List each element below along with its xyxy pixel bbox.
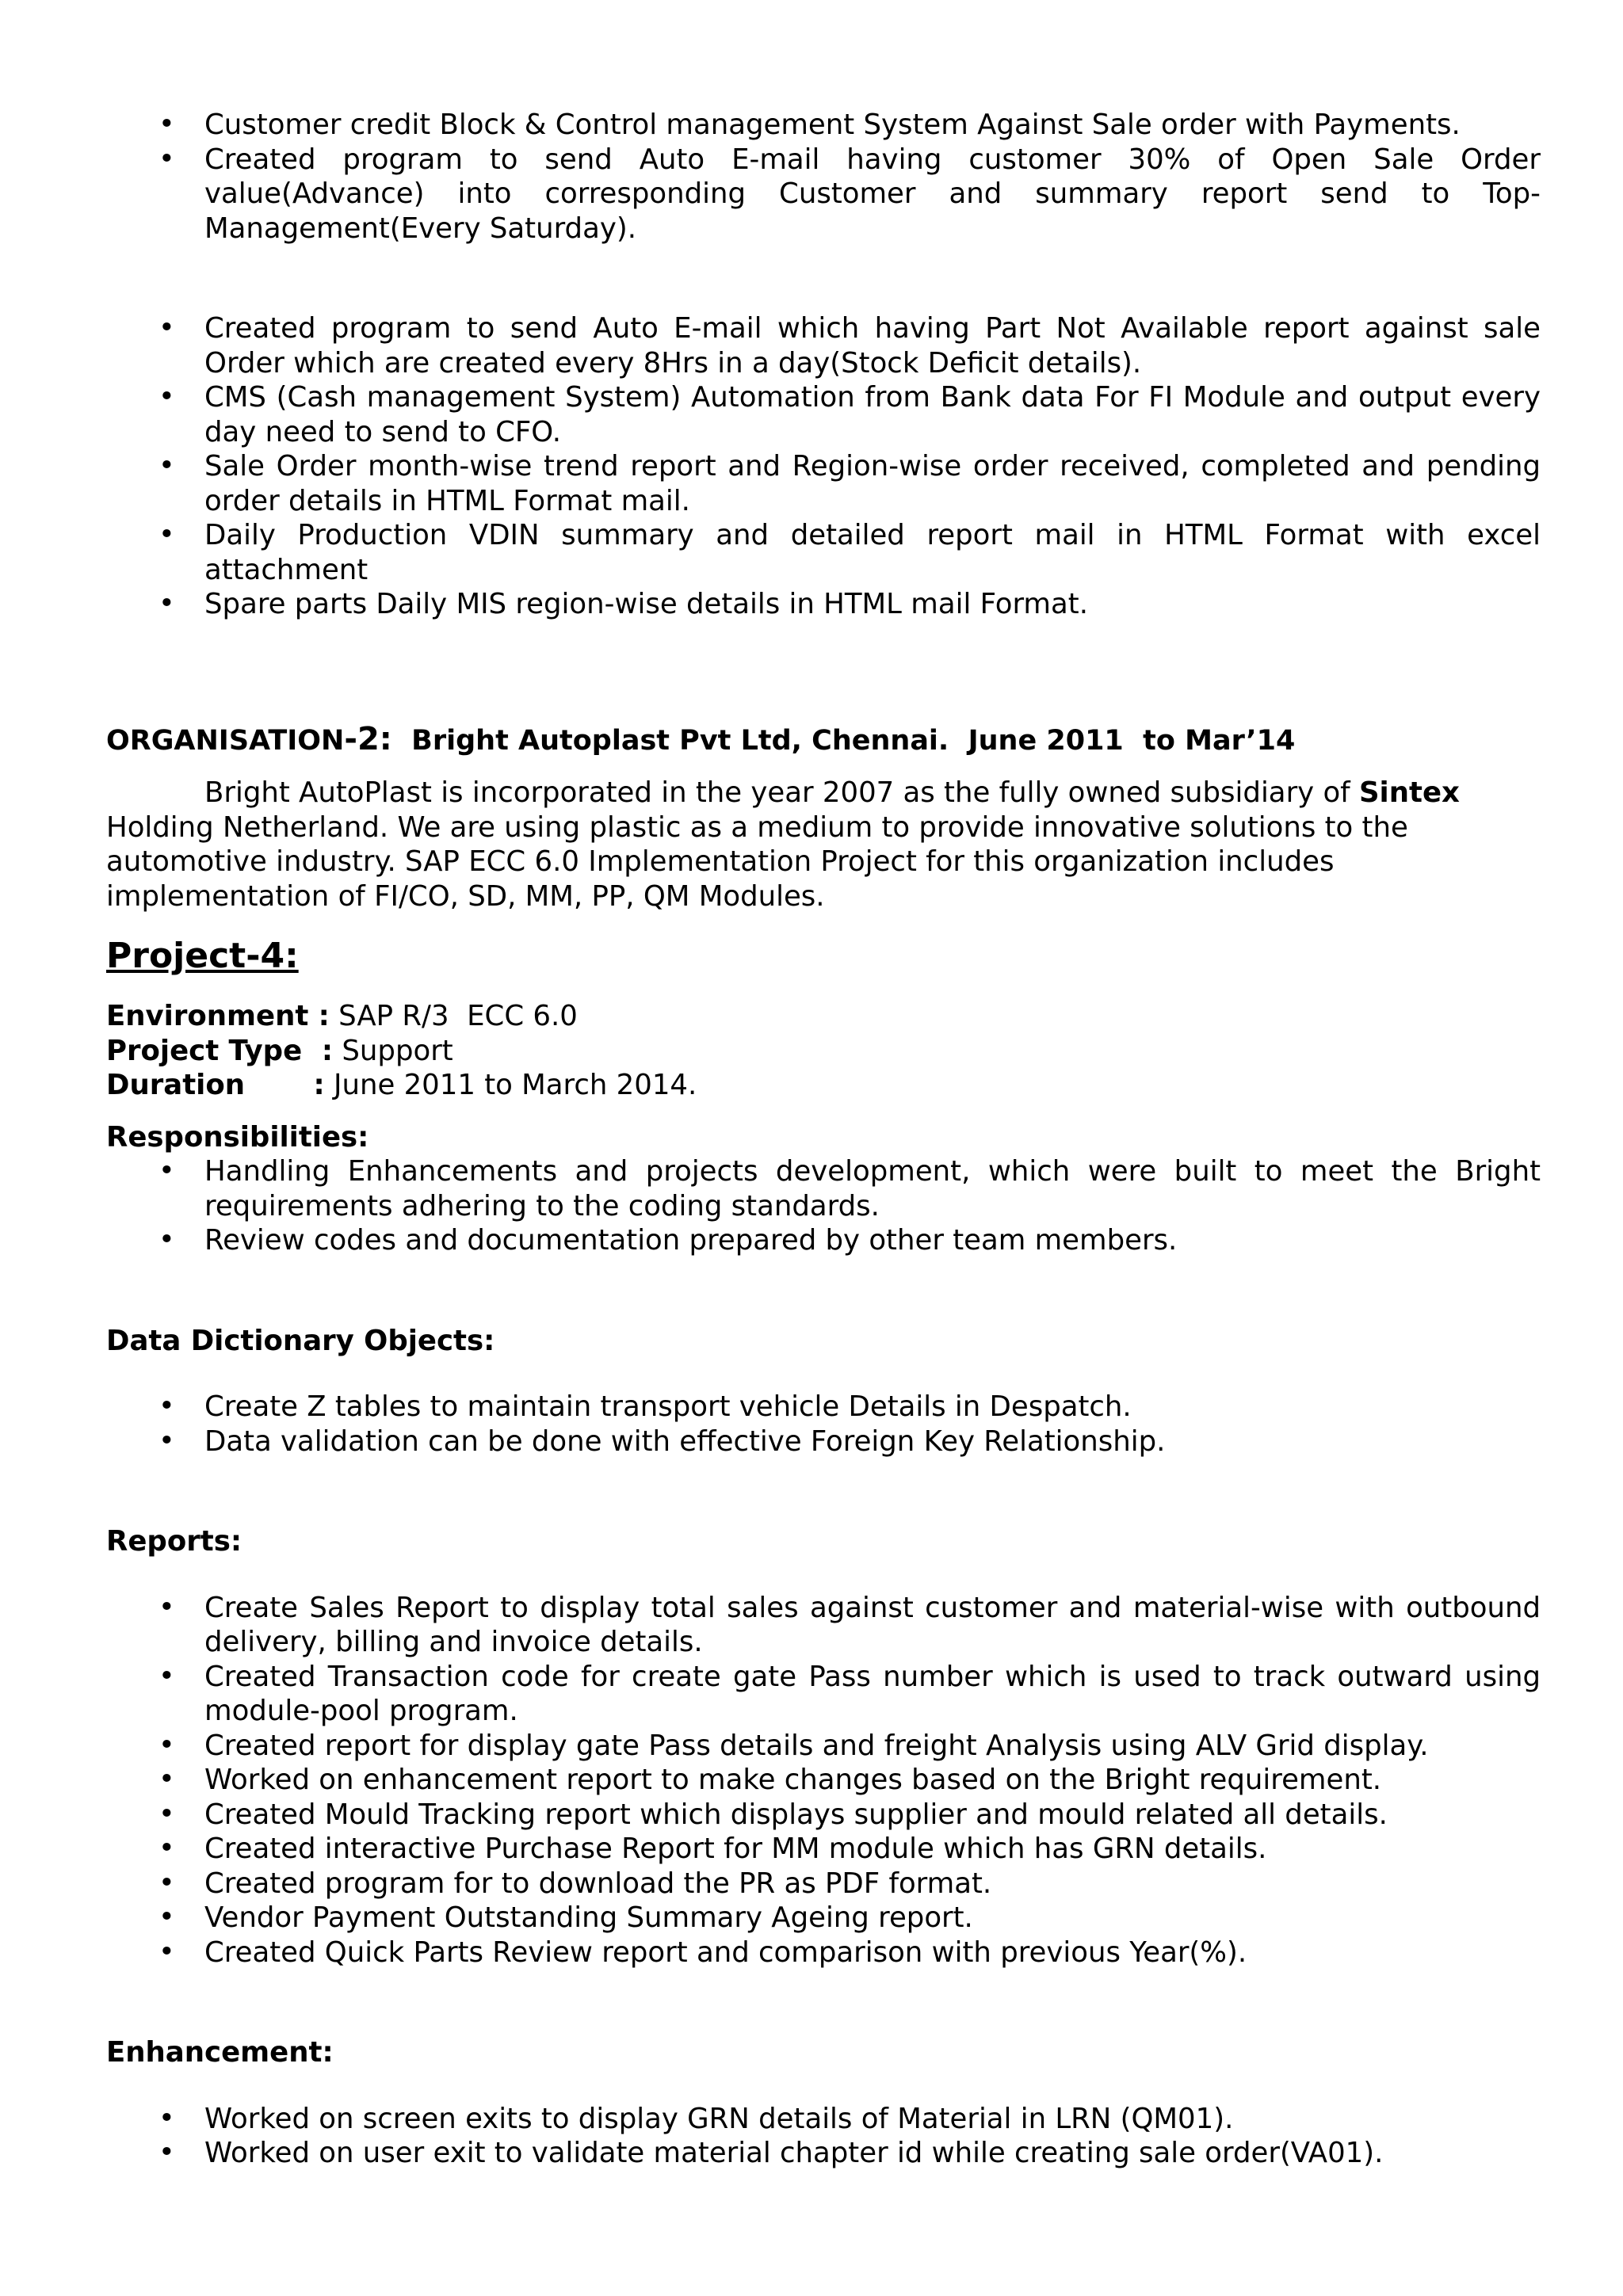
list-item: • Create Sales Report to display total sales against customer and material-wise with outbound delivery, billing and invoice details. (106, 1591, 1541, 1660)
list-item: • Spare parts Daily MIS region-wise details in HTML mail Format. (106, 587, 1541, 622)
description-text: Holding Netherland. We are using plastic as a medium to provide innovative solutions to the automotive industry. SAP ECC 6.0 Implementation Project for this organization includes implementation of FI/CO, SD, MM, PP, QM Modules. (106, 810, 1408, 913)
environment-value: SAP R/3 ECC 6.0 (329, 1000, 578, 1032)
list-item: • Create Z tables to maintain transport vehicle Details in Despatch. (106, 1390, 1541, 1425)
section-heading-reports: Reports: (106, 1525, 242, 1558)
duration-row (106, 1068, 1541, 1103)
list-item: • Sale Order month-wise trend report and Region-wise order received, completed and pending order details in HTML Format mail. (106, 449, 1541, 518)
list-item: • Vendor Payment Outstanding Summary Ageing report. (106, 1901, 1541, 1936)
responsibilities-list (106, 1154, 1541, 1258)
list-item: • Created Mould Tracking report which displays supplier and mould related all details. (106, 1798, 1541, 1833)
list-item: • Created interactive Purchase Report for MM module which has GRN details. (106, 1832, 1541, 1867)
duration-label: Duration : (106, 1069, 325, 1101)
list-item: • Handling Enhancements and projects development, which were built to meet the Bright requirements adhering to the coding standards. (106, 1154, 1541, 1223)
section-heading-enhancement: Enhancement: (106, 2036, 334, 2069)
description-text: Bright AutoPlast is incorporated in the year 2007 as the fully owned subsidiary of (204, 776, 1359, 809)
description-bold: Sintex (1358, 776, 1460, 809)
bullet-list-top (106, 108, 1541, 246)
list-item: • Created Transaction code for create gate Pass number which is used to track outward using module-pool program. (106, 1660, 1541, 1729)
project-title: Project-4: (106, 936, 299, 976)
environment-label: Environment : (106, 1000, 330, 1032)
organisation-prefix: ORGANISATION (106, 724, 345, 757)
list-item: • Worked on user exit to validate material chapter id while creating sale order(VA01). (106, 2136, 1541, 2171)
organisation-heading (106, 720, 1541, 759)
list-item: • Data validation can be done with effective Foreign Key Relationship. (106, 1425, 1541, 1459)
environment-row (106, 999, 1541, 1034)
project-type-value: Support (333, 1034, 453, 1067)
enhancement-list (106, 2102, 1541, 2171)
list-item: • Created Quick Parts Review report and comparison with previous Year(%). (106, 1936, 1541, 1970)
duration-value: June 2011 to March 2014. (324, 1069, 697, 1101)
list-item: • Created report for display gate Pass details and freight Analysis using ALV Grid display. (106, 1729, 1541, 1764)
project-type-label: Project Type : (106, 1034, 334, 1067)
list-item: • Created program to send Auto E-mail having customer 30% of Open Sale Order value(Advance) into corresponding Customer and summary report send to Top-Management(Every Saturday). (106, 143, 1541, 246)
list-item: • Worked on screen exits to display GRN details of Material in LRN (QM01). (106, 2102, 1541, 2137)
section-heading-data-dictionary: Data Dictionary Objects: (106, 1324, 495, 1357)
reports-list (106, 1591, 1541, 1970)
list-item: • Created program to send Auto E-mail which having Part Not Available report against sale Order which are created every 8Hrs in a day(Stock Deficit details). (106, 311, 1541, 380)
data-dictionary-list (106, 1390, 1541, 1459)
project-type-row (106, 1034, 1541, 1069)
organisation-description (106, 776, 1541, 913)
list-item: • Review codes and documentation prepared by other team members. (106, 1223, 1541, 1258)
project-details (106, 999, 1541, 1103)
list-item: • Customer credit Block & Control management System Against Sale order with Payments. (106, 108, 1541, 143)
resume-page (106, 108, 1541, 2171)
organisation-details: Bright Autoplast Pvt Ltd, Chennai. June 2011 to Mar’14 (391, 724, 1296, 757)
organisation-number: -2: (344, 720, 392, 757)
list-item: • Worked on enhancement report to make changes based on the Bright requirement. (106, 1763, 1541, 1798)
section-heading-responsibilities: Responsibilities: (106, 1120, 369, 1154)
bullet-list-mid (106, 311, 1541, 622)
list-item: • Daily Production VDIN summary and detailed report mail in HTML Format with excel attachment (106, 518, 1541, 587)
list-item: • CMS (Cash management System) Automation from Bank data For FI Module and output every day need to send to CFO. (106, 380, 1541, 449)
list-item: • Created program for to download the PR as PDF format. (106, 1867, 1541, 1901)
